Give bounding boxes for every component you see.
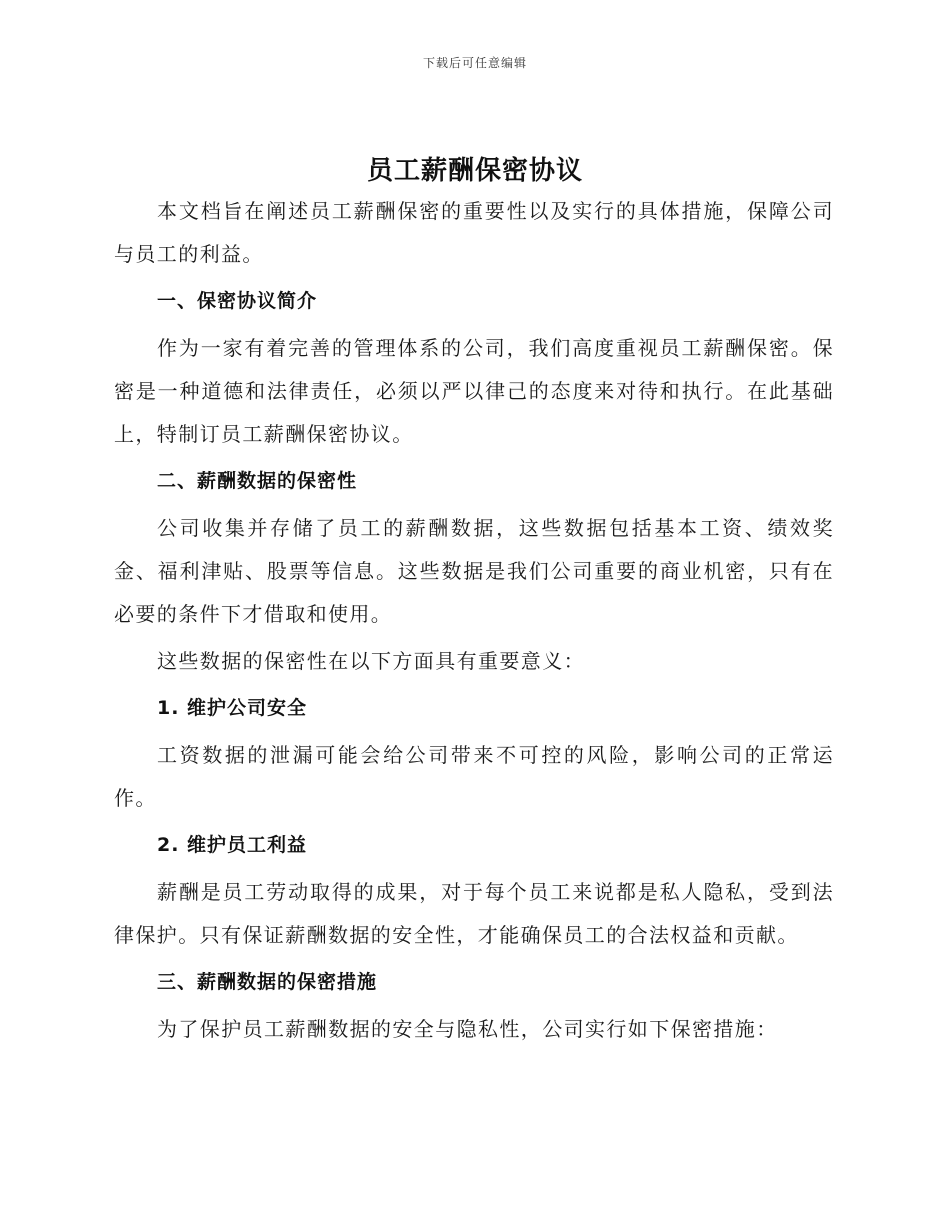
section-1-paragraph: 作为一家有着完善的管理体系的公司，我们高度重视员工薪酬保密。保密是一种道德和法律责任，必须以严以律己的态度来对待和执行。在此基础上，特制订员工薪酬保密协议。 [114,336,834,446]
section-2-paragraph-2: 这些数据的保密性在以下方面具有重要意义： [157,649,585,673]
section-2-heading: 二、薪酬数据的保密性 [157,470,358,492]
point-1-paragraph: 工资数据的泄漏可能会给公司带来不可控的风险，影响公司的正常运作。 [114,743,834,810]
intro-paragraph: 本文档旨在阐述员工薪酬保密的重要性以及实行的具体措施，保障公司与员工的利益。 [114,199,834,266]
section-2-paragraph-1: 公司收集并存储了员工的薪酬数据，这些数据包括基本工资、绩效奖金、福利津贴、股票等信息。这些数据是我们公司重要的商业机密，只有在必要的条件下才借取和使用。 [114,516,834,626]
section-3-heading: 三、薪酬数据的保密措施 [157,971,378,993]
point-1-heading: 1. 维护公司安全 [157,697,308,719]
point-2-heading: 2. 维护员工利益 [157,834,308,856]
section-1-heading: 一、保密协议简介 [157,290,318,312]
document-body [114,190,834,1051]
header-note: 下载后可任意编辑 [422,56,527,70]
document-title: 员工薪酬保密协议 [366,156,583,186]
section-3-paragraph: 为了保护员工薪酬数据的安全与隐私性，公司实行如下保密措施： [157,1017,778,1041]
point-2-paragraph: 薪酬是员工劳动取得的成果，对于每个员工来说都是私人隐私，受到法律保护。只有保证薪酬数据的安全性，才能确保员工的合法权益和贡献。 [114,880,834,947]
